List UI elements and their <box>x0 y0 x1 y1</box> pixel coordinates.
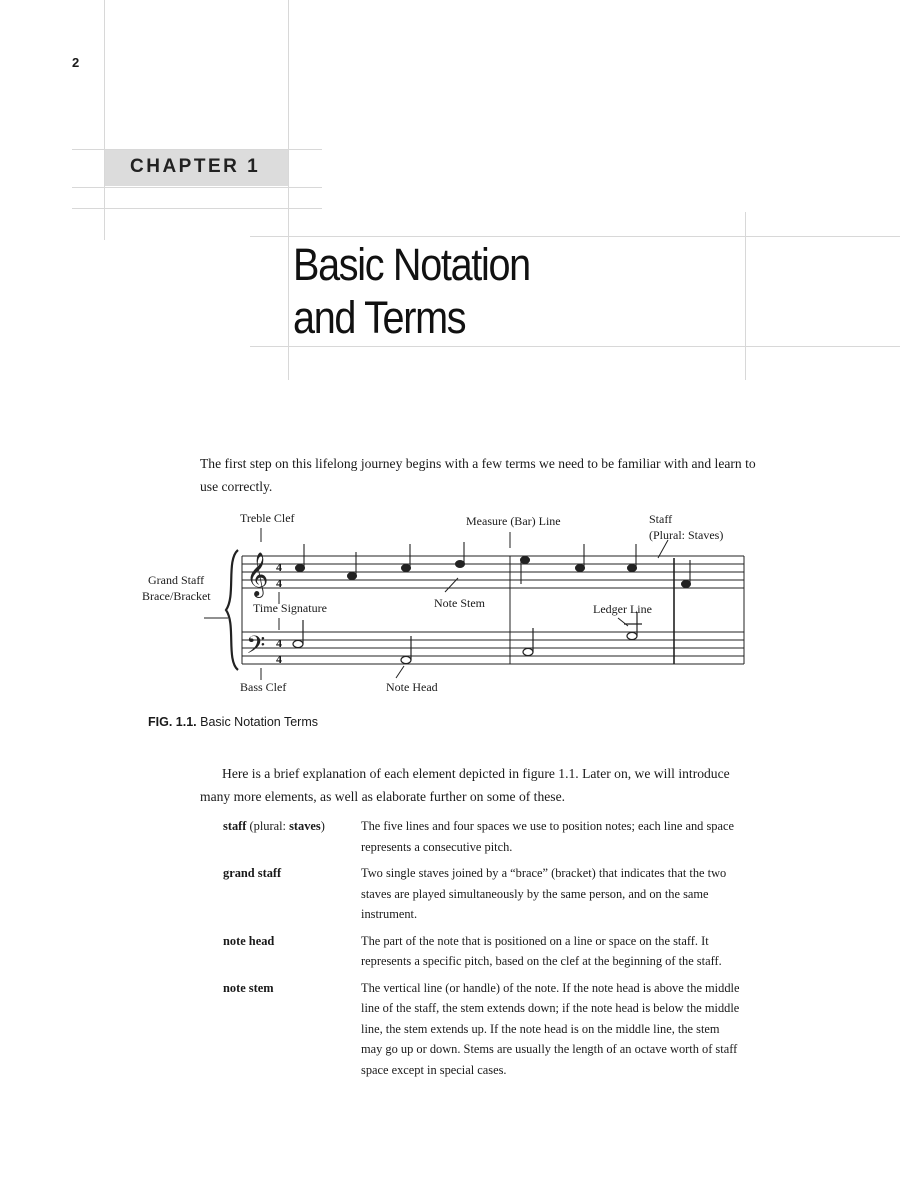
explanation-paragraph: Here is a brief explanation of each element depicted in figure 1.1. Later on, we will introduce many more elements, as well as elaborate further on some of these. <box>200 766 730 804</box>
label-staff: Staff <box>649 512 673 526</box>
chapter-title-line2: and Terms <box>293 292 466 343</box>
definition-list <box>223 816 743 1086</box>
bass-note-3 <box>523 648 533 655</box>
definition-term: grand staff <box>223 866 282 880</box>
label-time-signature: Time Signature <box>253 601 327 615</box>
term-note-close: ) <box>320 819 325 833</box>
treble-note-6 <box>576 565 585 572</box>
label-treble-clef: Treble Clef <box>240 511 295 525</box>
definition-term: note head <box>223 933 275 948</box>
term-note-open: (plural: <box>249 819 290 833</box>
label-note-stem: Note Stem <box>434 596 485 610</box>
label-ledger-line: Ledger Line <box>593 602 652 616</box>
term-note-bold: staves <box>289 819 321 833</box>
chapter-title-line1: Basic Notation <box>293 239 530 290</box>
grid-line-horizontal-upper <box>72 208 322 209</box>
treble-note-1 <box>296 565 305 572</box>
label-bass-clef: Bass Clef <box>240 680 287 694</box>
leader-note-head <box>396 666 404 678</box>
label-grand-staff: Grand Staff <box>148 573 205 587</box>
caption-text: Basic Notation Terms <box>200 715 318 729</box>
label-staff-plural: (Plural: Staves) <box>649 528 724 542</box>
definition-description: The part of the note that is positioned on a line or space on the staff. It represents a specific pitch, based on the clef at the beginning of the staff. <box>361 933 722 968</box>
treble-clef-icon: 𝄞 <box>246 552 269 596</box>
grid-line-vertical-mid <box>288 0 289 380</box>
grid-line-vertical-right <box>745 212 746 380</box>
notation-figure <box>140 508 760 703</box>
definition-row <box>223 863 743 925</box>
bass-time-bottom: 4 <box>276 652 282 666</box>
treble-note-2 <box>348 573 357 580</box>
chapter-title <box>293 238 530 344</box>
treble-note-8 <box>682 581 691 588</box>
definition-description: Two single staves joined by a “brace” (bracket) that indicates that the two staves are played simultaneously by the same person, and on the same instrument. <box>361 866 727 921</box>
label-measure-bar-line: Measure (Bar) Line <box>466 514 561 528</box>
page-number: 2 <box>72 55 80 70</box>
bass-time-top: 4 <box>276 636 282 650</box>
leader-staff <box>658 540 668 558</box>
treble-note-7 <box>628 565 637 572</box>
brace <box>226 550 238 670</box>
grid-line-horizontal-title-top <box>250 236 900 237</box>
chapter-label: CHAPTER 1 <box>130 156 261 177</box>
definition-term: note stem <box>223 980 274 995</box>
definition-row <box>223 816 743 857</box>
treble-time-top: 4 <box>276 560 282 574</box>
grid-line-vertical-left <box>104 0 105 240</box>
definition-term <box>223 816 361 857</box>
intro-paragraph: The first step on this lifelong journey begins with a few terms we need to be familiar with and learn to use correctly. <box>200 456 756 494</box>
definition-description: The vertical line (or handle) of the note. If the note head is above the middle line of the staff, the stem extends down; if the note head is below the middle line, the stem extends up. If the note head is on the middle line, the stem may go up or down. Stems are usually the length of an octave worth of staff space except in special cases. <box>361 980 740 1077</box>
term-staff: staff <box>223 819 247 833</box>
bass-note-1 <box>293 640 303 647</box>
leader-ledger-line <box>618 618 628 626</box>
treble-time-bottom: 4 <box>276 576 282 590</box>
definition-description: The five lines and four spaces we use to position notes; each line and space represents a consecutive pitch. <box>361 819 734 854</box>
bass-note-2 <box>401 656 411 663</box>
label-note-head: Note Head <box>386 680 438 694</box>
label-brace-bracket: Brace/Bracket <box>142 589 211 603</box>
treble-note-4 <box>456 561 465 568</box>
bass-clef-icon: 𝄢 <box>246 631 266 666</box>
treble-note-5 <box>521 557 530 564</box>
definition-row <box>223 931 743 972</box>
bass-note-4-ledger <box>627 632 637 639</box>
definition-row <box>223 978 743 1081</box>
grid-line-horizontal-band-bottom <box>72 187 322 188</box>
grid-line-horizontal-title-bottom <box>250 346 900 347</box>
treble-note-3 <box>402 565 411 572</box>
figure-caption <box>148 715 318 729</box>
caption-label: FIG. 1.1. <box>148 715 197 729</box>
